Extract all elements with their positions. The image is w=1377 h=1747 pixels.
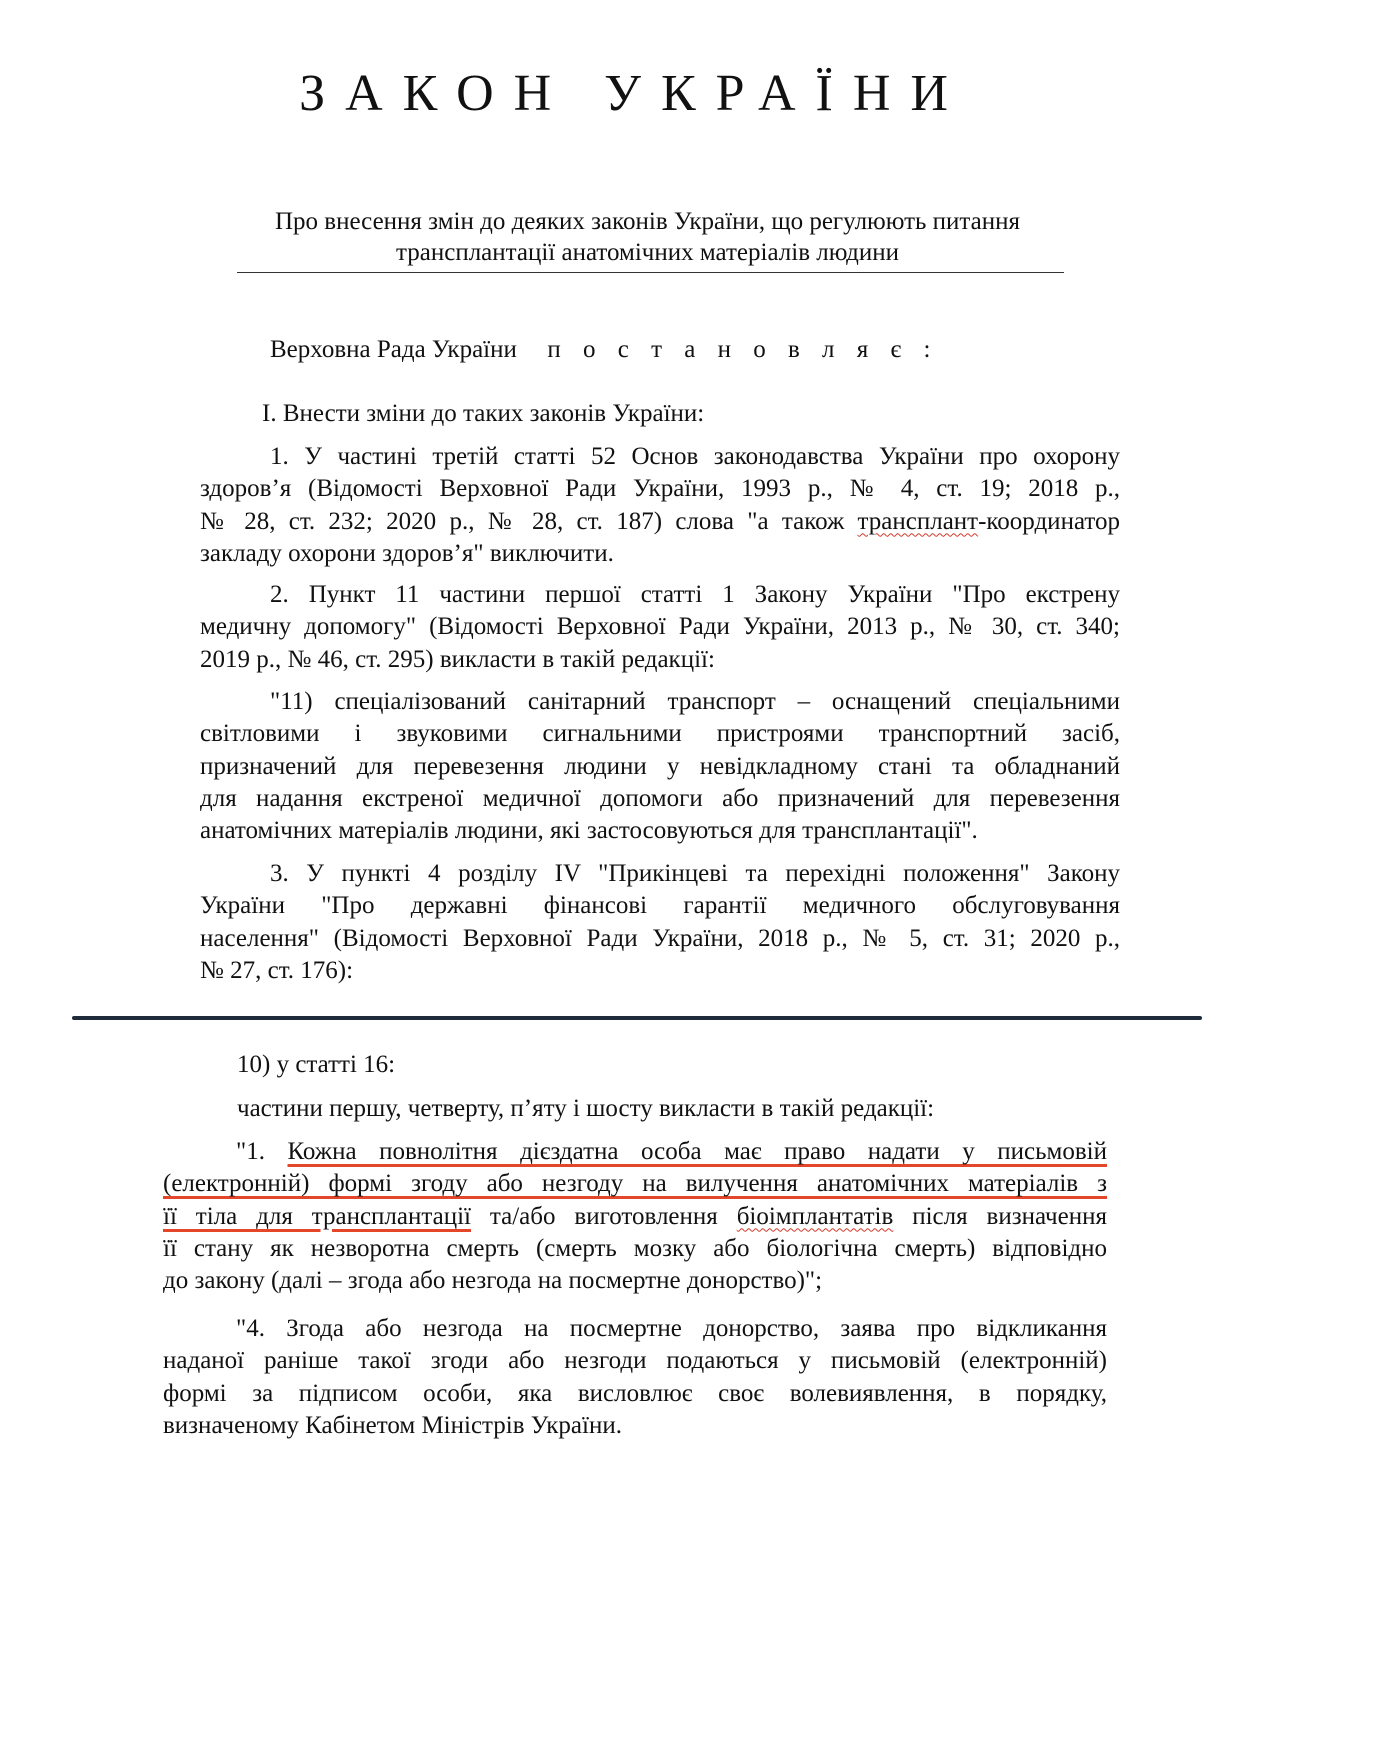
paragraph-line <box>163 1168 1107 1200</box>
highlighted-text: Кожна повнолітня дієздатна особа має право надати у письмовій <box>287 1138 1107 1165</box>
paragraph-line <box>200 506 1120 538</box>
item-3-paragraph <box>200 858 1120 987</box>
text-run: -координатор <box>978 507 1120 535</box>
page-separator <box>72 1016 1202 1020</box>
paragraph-line: медичну допомогу" (Відомості Верховної Ради України, 2013 р., № 30, ст. 340; <box>200 613 1120 641</box>
item-2-quote <box>200 686 1120 847</box>
paragraph-line: світловими і звуковими сигнальними пристроями транспортний засіб, <box>200 720 1120 748</box>
paragraph-line: 1. У частині третій статті 52 Основ законодавства України про охорону <box>270 443 1120 470</box>
spellcheck-word: біоімплантатів <box>736 1202 894 1230</box>
decree-spaced: п о с т а н о в л я є : <box>547 336 939 363</box>
paragraph-line: України "Про державні фінансові гарантії медичного обслуговування <box>200 892 1120 920</box>
paragraph-line: "4. Згода або незгода на посмертне донорство, заява про відкликання <box>236 1315 1107 1342</box>
paragraph-line: до закону (далі – згода або незгода на посмертне донорство)"; <box>163 1267 823 1295</box>
paragraph-line: формі за підписом особи, яка висловлює своє волевиявлення, в порядку, <box>163 1379 1107 1407</box>
paragraph-line <box>163 1136 1107 1168</box>
section-intro: I. Внести зміни до таких законів України: <box>262 400 705 427</box>
paragraph-line: анатомічних матеріалів людини, які застосовуються для трансплантації". <box>200 817 978 845</box>
paragraph-line: для надання екстреної медичної допомоги або призначений для перевезення <box>200 784 1120 812</box>
paragraph-line: населення" (Відомості Верховної Ради України, 2018 р., № 5, ст. 31; 2020 р., <box>200 924 1120 952</box>
subtitle-rule <box>237 272 1064 273</box>
subtitle-line: трансплантації анатомічних матеріалів людини <box>396 239 899 266</box>
item-2-paragraph <box>200 579 1120 676</box>
decree-line <box>270 334 938 366</box>
paragraph-line: № 27, ст. 176): <box>200 956 354 984</box>
paragraph-line <box>163 1201 1107 1233</box>
article-16-intro: частини першу, четверту, п’яту і шосту викласти в такій редакції: <box>237 1095 935 1122</box>
paragraph-line: призначений для перевезення людини у невідкладному стані та обладнаний <box>200 752 1120 780</box>
paragraph-line: здоров’я (Відомості Верховної Ради України, 1993 р., № 4, ст. 19; 2018 р., <box>200 475 1120 503</box>
highlighted-text: її тіла для трансплантації <box>163 1202 471 1230</box>
text-run: та/або виготовлення <box>470 1202 737 1230</box>
text-run: № 28, ст. 232; 2020 р., № 28, ст. 187) слова "а також <box>200 507 858 535</box>
item-1-paragraph <box>200 441 1120 570</box>
law-subtitle <box>200 206 1095 268</box>
article-16-heading: 10) у статті 16: <box>237 1051 396 1078</box>
law-title: ЗАКОН УКРАЇНИ <box>299 65 968 122</box>
paragraph-line: закладу охорони здоров’я" виключити. <box>200 539 614 567</box>
paragraph-line: "11) спеціалізований санітарний транспорт – оснащений спеціальними <box>270 688 1120 715</box>
highlighted-text: (електронній) формі згоду або незгоду на вилучення анатомічних матеріалів з <box>163 1170 1107 1198</box>
article-16-part-1 <box>163 1136 1107 1297</box>
paragraph-line: 2019 р., № 46, ст. 295) викласти в такій редакції: <box>200 645 715 673</box>
text-run: після визначення <box>893 1202 1107 1230</box>
paragraph-line: її стану як незворотна смерть (смерть мозку або біологічна смерть) відповідно <box>163 1234 1107 1262</box>
subtitle-line: Про внесення змін до деяких законів України, що регулюють питання <box>274 208 1021 235</box>
paragraph-line: визначеному Кабінетом Міністрів України. <box>163 1411 622 1439</box>
spellcheck-word: трансплант <box>857 507 979 535</box>
article-16-part-4 <box>163 1313 1107 1442</box>
paragraph-line: наданої раніше такої згоди або незгоди подаються у письмовій (електронній) <box>163 1347 1107 1375</box>
paragraph-line: 2. Пункт 11 частини першої статті 1 Закону України "Про екстрену <box>270 581 1120 608</box>
paragraph-line: 3. У пункті 4 розділу IV "Прикінцеві та перехідні положення" Закону <box>270 860 1120 887</box>
decree-lead: Верховна Рада України <box>270 336 517 363</box>
text-run: "1. <box>236 1138 288 1165</box>
